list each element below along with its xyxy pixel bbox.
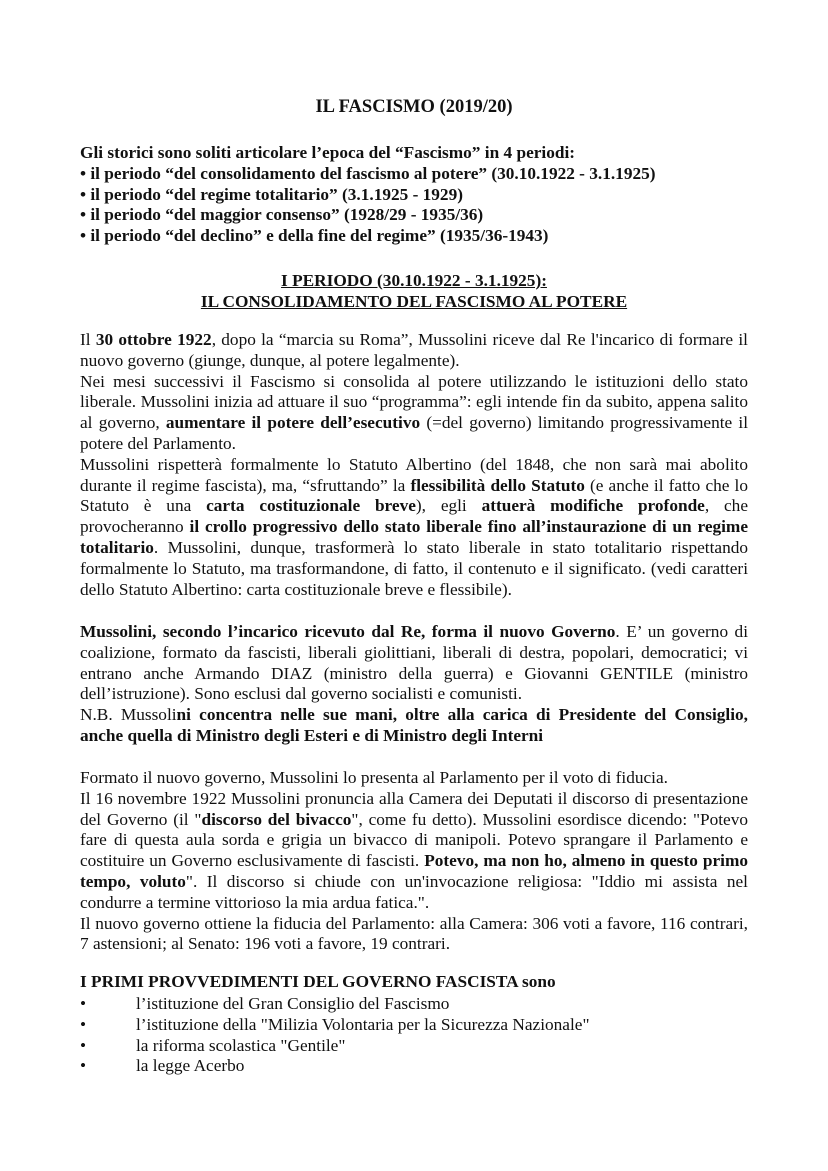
bullet-icon: • [80, 1056, 87, 1076]
period-item: • il periodo “del declino” e della fine del regime” (1935/36-1943) [80, 226, 549, 246]
paragraph-marcia-su-roma [80, 330, 748, 372]
text: ), egli [415, 496, 482, 516]
bullet-icon: • [80, 1014, 87, 1034]
paragraph-voti: Il nuovo governo ottiene la fiducia del Parlamento: alla Camera: 306 voti a favore, 116 contrari, 7 astensioni; al Senato: 196 voti a favore, 19 contrari. [80, 913, 748, 954]
paragraph-consolidamento [80, 372, 748, 455]
list-item-text: la riforma scolastica "Gentile" [136, 1035, 346, 1055]
text: , dopo la “marcia su Roma”, Mussolini riceve dal Re l'incarico di formare il nuovo governo (giunge, dunque, al potere legalmente). [80, 330, 748, 370]
intro-periods [80, 143, 748, 247]
bold-text: aumentare il potere dell’esecutivo [165, 413, 421, 433]
bold-text: ni concentra nelle sue mani, oltre alla carica di Presidente del Consiglio, anche quella di Ministro degli Esteri e di Ministro degli Interni [80, 705, 748, 745]
list-item-text: l’istituzione della "Milizia Volontaria per la Sicurezza Nazionale" [136, 1014, 590, 1034]
section-body-part3 [80, 768, 748, 955]
bold-text: Potevo, ma non ho, almeno in questo primo tempo, voluto [80, 851, 748, 891]
list-item [80, 1015, 748, 1036]
section-body-part1 [80, 330, 748, 600]
section-heading [80, 271, 748, 313]
list-item-text: la legge Acerbo [136, 1056, 245, 1076]
bold-text: attuerà modifiche profonde [481, 496, 705, 516]
paragraph-discorso-bivacco [80, 789, 748, 914]
text: ", come fu detto). Mussolini esordisce dicendo: "Potevo fare di questa aula sorda e grigia un bivacco di manipoli. Potevo sprangare il Parlamento e costituire un Governo esclusivamente di fascisti. [80, 809, 749, 871]
bold-date: 30 ottobre 1922 [95, 330, 212, 349]
bullet-icon: • [80, 994, 87, 1013]
section-heading-line2: IL CONSOLIDAMENTO DEL FASCISMO AL POTERE [200, 291, 628, 311]
text: N.B. Mussoli [80, 705, 177, 725]
text: Nei mesi successivi il Fascismo si consolida al potere utilizzando le istituzioni dello stato liberale. Mussolini inizia ad attuare il suo “programma”: egli intende fin da subito, appena salito al governo, [80, 371, 748, 433]
section-body-part2 [80, 622, 748, 747]
bold-text: il crollo progressivo dello stato liberale fino all’instaurazione di un regime totalitario [80, 517, 749, 557]
list-item [80, 1056, 748, 1077]
text: Il [80, 330, 96, 349]
text: . Mussolini, dunque, trasformerà lo stato liberale in stato totalitario rispettando formalmente lo Statuto, ma trasformandone, di fatto, il contenuto e il significato. (vedi caratteri dello Statuto Albertino: carta costituzionale breve e flessibile). [80, 537, 748, 599]
bold-text: flessibilità dello Statuto [410, 475, 585, 495]
text: ". Il discorso si chiude con un'invocazione religiosa: "Iddio mi assista nel condurre a termine vittorioso la mia ardua fatica.". [80, 871, 748, 912]
list-item [80, 994, 748, 1015]
intro-lead: Gli storici sono soliti articolare l’epoca del “Fascismo” in 4 periodi: [80, 143, 576, 162]
bold-text: Mussolini, secondo l’incarico ricevuto dal Re, forma il nuovo Governo [80, 622, 616, 641]
period-item: • il periodo “del consolidamento del fascismo al potere” (30.10.1922 - 3.1.1925) [80, 163, 656, 183]
bold-text: discorso del bivacco [201, 809, 352, 829]
document-title: IL FASCISMO (2019/20) [315, 97, 513, 117]
text: (e anche il fatto che lo Statuto è una [80, 475, 748, 516]
period-item: • il periodo “del maggior consenso” (1928/29 - 1935/36) [80, 205, 484, 225]
text: . E’ un governo di coalizione, formato da fascisti, liberali giolittiani, liberali di destra, popolari, democratici; vi entrano anche Armando DIAZ (ministro della guerra) e Giovanni GENTILE (ministro dell’istruzione). Sono esclusi dal governo socialisti e comunisti. [80, 622, 749, 704]
section-heading-line1: I PERIODO (30.10.1922 - 3.1.1925): [281, 271, 547, 290]
bullet-icon: • [80, 1035, 87, 1055]
text: Il 16 novembre 1922 Mussolini pronuncia alla Camera dei Deputati il discorso di presentazione del Governo (il " [80, 788, 748, 829]
paragraph-nuovo-governo [80, 622, 748, 705]
paragraph-statuto [80, 455, 748, 601]
period-item: • il periodo “del regime totalitario” (3.1.1925 - 1929) [80, 184, 463, 204]
text: (=del governo) limitando progressivamente il potere del Parlamento. [80, 413, 749, 453]
paragraph-fiducia: Formato il nuovo governo, Mussolini lo presenta al Parlamento per il voto di fiducia. [80, 768, 668, 787]
paragraph-nota-bene [80, 705, 748, 747]
measures-list [80, 994, 748, 1077]
text: , che provocheranno [80, 496, 748, 537]
bold-text: carta costituzionale breve [206, 496, 416, 516]
list-item-text: l’istituzione del Gran Consiglio del Fascismo [136, 994, 450, 1013]
measures-heading: I PRIMI PROVVEDIMENTI DEL GOVERNO FASCISTA sono [80, 972, 556, 991]
text: Mussolini rispetterà formalmente lo Statuto Albertino (del 1848, che non sarà mai abolito durante il regime fascista), ma, “sfruttando” la [80, 454, 748, 495]
list-item [80, 1036, 748, 1057]
